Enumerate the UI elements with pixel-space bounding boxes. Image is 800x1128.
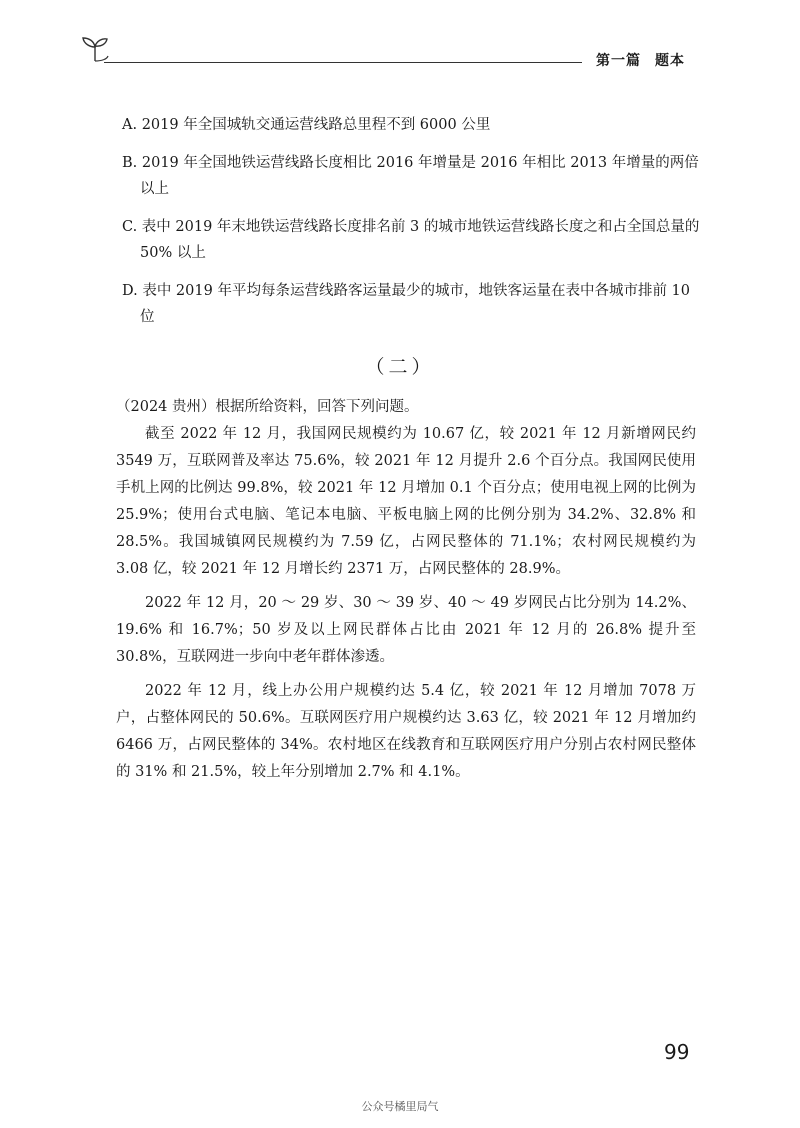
header-section: 题本 <box>655 53 685 69</box>
header-rule <box>104 62 582 63</box>
page-number: 99 <box>664 1040 690 1064</box>
running-header <box>596 50 685 70</box>
passage-paragraph: 截至 2022 年 12 月，我国网民规模约为 10.67 亿，较 2021 年 12 月新增网民约 3549 万，互联网普及率达 75.6%，较 2021 年 12 月提升 2.6 个百分点。我国网民使用手机上网的比例达 99.8%，较 2021 年 12 月增加 0.1 个百分点；使用电视上网的比例为 25.9%；使用台式电脑、笔记本电脑、平板电脑上网的比例分别为 34.2%、32.8% 和 28.5%。我国城镇网民规模约为 7.59 亿，占网民整体的 71.1%；农村网民规模约为 3.08 亿，较 2021 年 12 月增长约 2371 万，占网民整体的 28.9%。 <box>116 426 696 577</box>
answer-options <box>122 112 702 342</box>
sprout-icon <box>80 34 110 62</box>
option-d: D. 表中 2019 年平均每条运营线路客运量最少的城市，地铁客运量在表中各城市排前 10 位 <box>122 283 691 325</box>
option-c: C. 表中 2019 年末地铁运营线路长度排名前 3 的城市地铁运营线路长度之和占全国总量的 50% 以上 <box>122 219 700 261</box>
option-a: A. 2019 年全国城轨交通运营线路总里程不到 6000 公里 <box>122 117 491 133</box>
passage-paragraph: 2022 年 12 月，20 ～ 29 岁、30 ～ 39 岁、40 ～ 49 岁网民占比分别为 14.2%、19.6% 和 16.7%；50 岁及以上网民群体占比由 2021 年 12 月的 26.8% 提升至 30.8%，互联网进一步向中老年群体渗透。 <box>116 595 696 665</box>
option-b: B. 2019 年全国地铁运营线路长度相比 2016 年增量是 2016 年相比 2013 年增量的两倍以上 <box>122 155 699 197</box>
passage <box>116 394 696 793</box>
watermark: 公众号橘里局气 <box>361 1100 439 1113</box>
header-part: 第一篇 <box>596 53 641 69</box>
passage-paragraph: 2022 年 12 月，线上办公用户规模约达 5.4 亿，较 2021 年 12 月增加 7078 万户，占整体网民的 50.6%。互联网医疗用户规模约达 3.63 亿，较 2021 年 12 月增加约 6466 万，占网民整体的 34%。农村地区在线教育和互联网医疗用户分别占农村网民整体的 31% 和 21.5%，较上年分别增加 2.7% 和 4.1%。 <box>116 683 696 780</box>
section-title: （二） <box>365 356 435 378</box>
passage-intro: （2024 贵州）根据所给资料，回答下列问题。 <box>116 399 419 415</box>
